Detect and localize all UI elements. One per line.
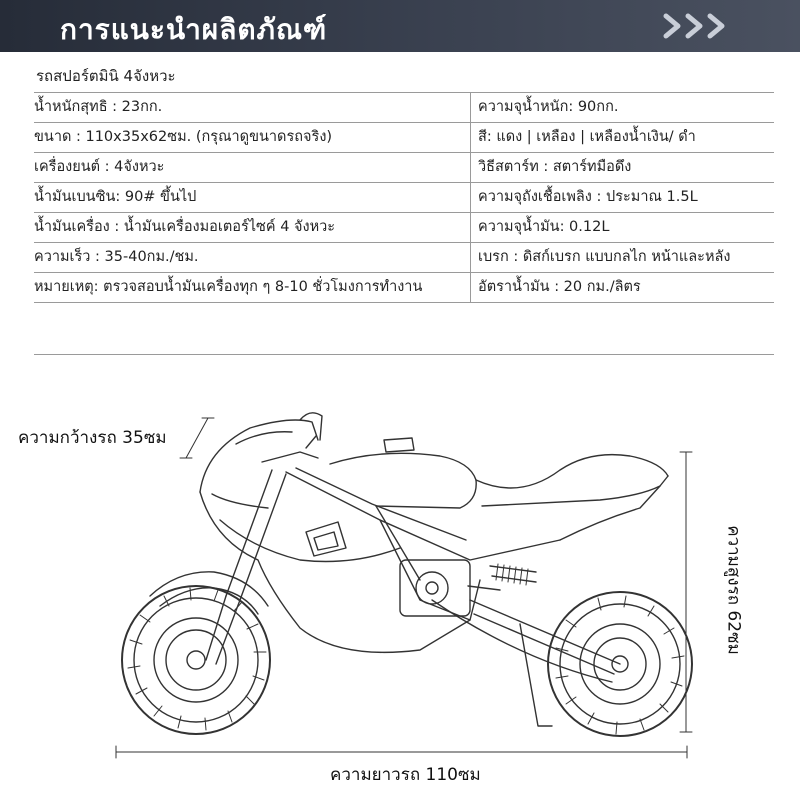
spec-cell: วิธีสตาร์ท : สตาร์ทมือดึง <box>478 159 632 175</box>
triple-chevron-right-icon <box>658 12 742 40</box>
spec-cell: ความจุถังเชื้อเพลิง : ประมาณ 1.5L <box>478 189 698 205</box>
divider <box>34 354 774 355</box>
spec-cell: หมายเหตุ: ตรวจสอบน้ำมันเครื่องทุก ๆ 8-10 ชั่วโมงการทำงาน <box>34 279 423 295</box>
spec-cell: น้ำมันเบนซิน: 90# ขึ้นไป <box>34 189 197 205</box>
spec-row <box>34 242 774 272</box>
spec-cell: น้ำหนักสุทธิ : 23กก. <box>34 99 163 115</box>
product-name: รถสปอร์ตมินิ 4จังหวะ <box>36 67 176 85</box>
spec-row <box>34 272 774 303</box>
spec-cell: เบรก : ดิสก์เบรก แบบกลไก หน้าและหลัง <box>478 249 731 265</box>
spec-cell: เครื่องยนต์ : 4จังหวะ <box>34 159 165 175</box>
spec-row <box>34 182 774 212</box>
spec-cell: สี: แดง | เหลือง | เหลืองน้ำเงิน/ ดำ <box>478 129 696 145</box>
width-dimension-label: ความกว้างรถ 35ซม <box>18 428 167 448</box>
spec-cell: ความเร็ว : 35-40กม./ชม. <box>34 249 199 265</box>
spec-cell: น้ำมันเครื่อง : น้ำมันเครื่องมอเตอร์ไซค์ 4 จังหวะ <box>34 219 336 235</box>
header-bar <box>0 0 800 52</box>
spec-row <box>34 212 774 242</box>
spec-cell: อัตราน้ำมัน : 20 กม./ลิตร <box>478 279 641 295</box>
spec-row <box>34 152 774 182</box>
height-dimension-label <box>714 510 754 670</box>
height-dimension-text: ความสูงรถ 62ซม <box>723 525 744 655</box>
spec-cell: ขนาด : 110x35x62ซม. (กรุณาดูขนาดรถจริง) <box>34 129 333 145</box>
page-title: การแนะนำผลิตภัณฑ์ <box>60 13 328 46</box>
spec-row <box>34 122 774 152</box>
spec-cell: ความจุน้ำมัน: 0.12L <box>478 219 610 235</box>
spec-cell: ความจุน้ำหนัก: 90กก. <box>478 99 619 115</box>
length-dimension-label: ความยาวรถ 110ซม <box>330 765 481 785</box>
spec-row <box>34 92 774 122</box>
spec-table <box>34 92 774 303</box>
